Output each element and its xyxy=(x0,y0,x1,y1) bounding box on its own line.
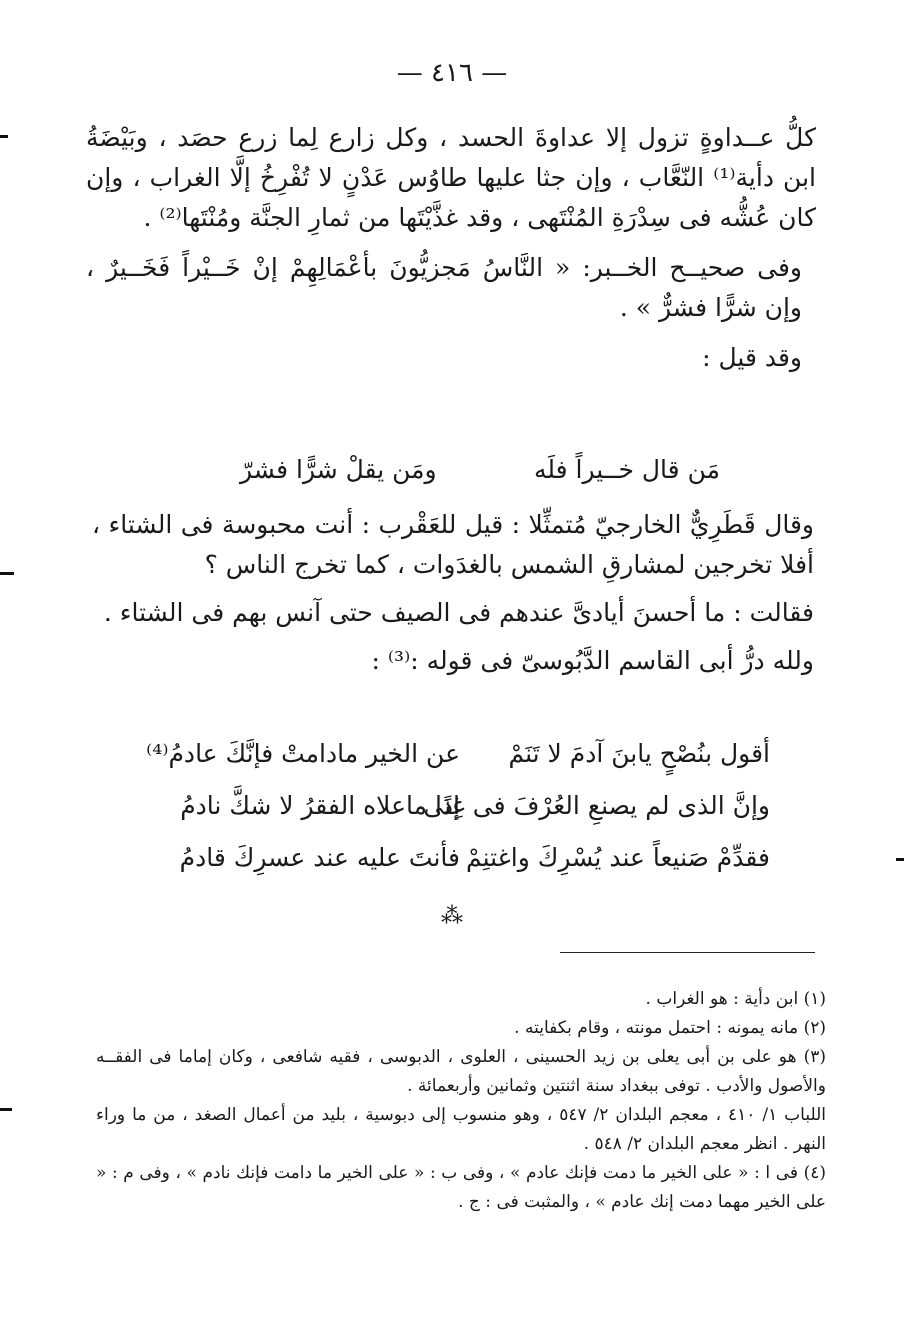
scan-margin-mark xyxy=(0,135,8,138)
poem-hemistich-second: إذا ماعلاه الفقرُ لا شكَّ نادمُ xyxy=(180,791,460,820)
footnote: (١) ابن دأية : هو الغراب . xyxy=(645,989,826,1009)
poem-hemistich-second: عن الخير مادامتْ فإنَّكَ عادمُ⁽⁴⁾ xyxy=(146,739,460,768)
footnote: اللباب ١/ ٤١٠ ، معجم البلدان ٢/ ٥٤٧ ، وهو منسوب إلى دبوسية ، بليد من أعمال الصغد ، من ما وراء النهر . انظر معجم البلدان ٢/ ٥٤٨ . xyxy=(96,1105,827,1154)
scan-margin-mark xyxy=(896,858,904,861)
verse-first-hemistich: مَن قال خــيراً فلَه xyxy=(533,455,720,484)
poem-hemistich-first: وإنَّ الذى لم يصنعِ العُرْفَ فى غِنًى xyxy=(423,791,770,820)
poem-verse xyxy=(170,832,770,884)
paragraph-envy: كلُّ عــداوةٍ تزول إلا عداوةَ الحسد ، وكل زارع لِما زرع حصَد ، وبَيْضَةُ ابن دأية⁽¹⁾ النّعَّاب ، وإن جثا عليها طاوُس عَدْنٍ لا تُفْرِخُ إلَّا الغراب ، وإن كان عُشُّه فى سِدْرَةِ المُنْتَهى ، وقد غذَّيْتَها من ثمارِ الجنَّة ومُنْتَها⁽²⁾ . xyxy=(86,123,816,232)
footnote: (٢) مانه يمونه : احتمل مونته ، وقام بكفايته . xyxy=(514,1018,826,1038)
page-number: — ٤١٦ — xyxy=(396,58,508,88)
paragraph-scorpion: وقال قَطَرِيٌّ الخارجيّ مُتمثِّلا : قيل للعَقْرب : أنت محبوسة فى الشتاء ، أفلا تخرجين لمشارقِ الشمس بالغدَوات ، كما تخرج الناس ؟ xyxy=(92,510,814,579)
footnote-divider xyxy=(560,952,815,953)
poem-verse xyxy=(146,728,770,780)
ornament-icon: ⁂ xyxy=(441,904,463,929)
poem-hemistich-second: فأنتَ عليه عند عسرِكَ قادمُ xyxy=(179,843,460,872)
scan-margin-mark xyxy=(0,1108,12,1111)
footnotes xyxy=(96,985,826,1217)
paragraph-hadith: وفى صحيــح الخــبر: « النَّاسُ مَجزيُّونَ بأعْمَالِهِمْ إنْ خَــيْراً فَخَــيرٌ ، وإن شرًّا فشرٌّ » . xyxy=(86,253,802,322)
main-text-block xyxy=(86,118,816,388)
scan-margin-mark xyxy=(0,572,14,575)
second-text-block xyxy=(92,505,814,689)
poem-hemistich-first: أقول بنُصْحٍ يابنَ آدمَ لا تَنَمْ xyxy=(508,739,770,768)
poem xyxy=(146,728,770,884)
paragraph-scorpion-reply: فقالت : ما أحسنَ أيادىَّ عندهم فى الصيف حتى آنس بهم فى الشتاء . xyxy=(103,598,814,627)
paragraph-it-was-said: وقد قيل : xyxy=(702,343,802,372)
paragraph-dabusi-intro: ولله درُّ أبى القاسم الدَّبُوسىّ فى قوله :⁽³⁾ : xyxy=(371,646,814,675)
poem-hemistich-first: فقدِّمْ صَنيعاً عند يُسْرِكَ واغتنِمْ xyxy=(465,843,770,872)
verse-second-hemistich: ومَن يقلْ شرًّا فشرّ xyxy=(240,455,437,484)
footnote: (٤) فى ا : « على الخير ما دمت فإنك عادم » ، وفى ب : « على الخير ما دامت فإنك نادم » ، وفى م : « على الخير مهما دمت إنك عادم » ، والمثبت فى : ج . xyxy=(96,1163,826,1212)
poem-verse xyxy=(170,780,770,832)
footnote: (٣) هو على بن أبى يعلى بن زيد الحسينى ، العلوى ، الدبوسى ، فقيه شافعى ، وكان إماما فى الفقــه والأصول والأدب . توفى ببغداد سنة اثنتين وثمانين وأربعمائة . xyxy=(96,1047,826,1096)
single-verse xyxy=(240,455,720,484)
